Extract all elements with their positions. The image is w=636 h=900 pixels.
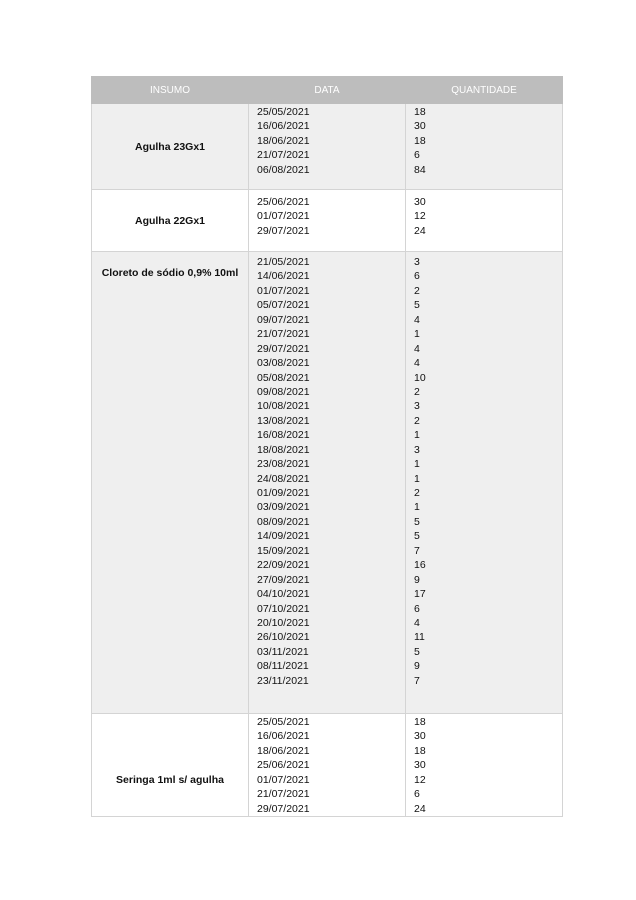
quantity-value: 7: [414, 674, 420, 687]
insumo-cell: [92, 252, 249, 714]
insumo-cell: Agulha 22Gx1: [92, 190, 249, 252]
date-value: 03/08/2021: [257, 357, 310, 370]
quantidades-cell: [406, 714, 563, 817]
datas-cell: [249, 252, 406, 714]
table-row: [92, 714, 563, 817]
quantity-value: 18: [414, 744, 426, 757]
quantity-value: 2: [414, 414, 420, 427]
quantity-value: 1: [414, 458, 420, 471]
date-value: 16/06/2021: [257, 120, 310, 133]
quantity-value: 5: [414, 515, 420, 528]
date-value: 29/07/2021: [257, 802, 310, 815]
insumo-cell: Agulha 23Gx1: [92, 104, 249, 190]
quantity-value: 2: [414, 385, 420, 398]
quantity-value: 5: [414, 299, 420, 312]
date-value: 25/06/2021: [257, 196, 310, 208]
date-value: 09/07/2021: [257, 313, 310, 326]
quantity-value: 1: [414, 501, 420, 514]
header-quantidade: QUANTIDADE: [406, 77, 563, 104]
quantity-value: 84: [414, 163, 426, 176]
date-value: 09/08/2021: [257, 385, 310, 398]
date-value: 03/09/2021: [257, 501, 310, 514]
quantity-value: 6: [414, 270, 420, 283]
insumo-cell: Seringa 1ml s/ agulha: [92, 714, 249, 817]
date-value: 21/07/2021: [257, 788, 310, 801]
date-value: 16/08/2021: [257, 429, 310, 442]
quantity-value: 7: [414, 544, 420, 557]
date-value: 08/09/2021: [257, 515, 310, 528]
quantity-value: 5: [414, 645, 420, 658]
quantity-value: 6: [414, 788, 420, 801]
quantity-value: 18: [414, 716, 426, 728]
date-value: 22/09/2021: [257, 559, 310, 572]
date-value: 21/07/2021: [257, 328, 310, 341]
date-value: 14/06/2021: [257, 270, 310, 283]
quantity-value: 16: [414, 559, 426, 572]
quantity-value: 1: [414, 472, 420, 485]
quantity-value: 24: [414, 802, 426, 815]
date-value: 21/07/2021: [257, 149, 310, 162]
date-value: 18/06/2021: [257, 134, 310, 147]
quantity-value: 4: [414, 616, 420, 629]
quantity-value: 4: [414, 357, 420, 370]
date-value: 18/06/2021: [257, 744, 310, 757]
insumo-label: Cloreto de sódio 0,9% 10ml: [101, 267, 239, 279]
table-row: [92, 104, 563, 190]
quantity-value: 18: [414, 106, 426, 118]
datas-cell: [249, 104, 406, 190]
quantity-value: 6: [414, 149, 420, 162]
table-row: [92, 252, 563, 714]
quantity-value: 9: [414, 660, 420, 673]
date-value: 25/05/2021: [257, 716, 310, 728]
date-value: 04/10/2021: [257, 588, 310, 601]
date-value: 25/06/2021: [257, 759, 310, 772]
date-value: 06/08/2021: [257, 163, 310, 176]
quantidades-cell: [406, 190, 563, 252]
quantity-value: 4: [414, 342, 420, 355]
header-data: DATA: [249, 77, 406, 104]
quantity-value: 10: [414, 371, 426, 384]
quantity-value: 17: [414, 588, 426, 601]
quantity-value: 6: [414, 602, 420, 615]
date-value: 25/05/2021: [257, 106, 310, 118]
quantity-value: 24: [414, 224, 426, 237]
date-value: 21/05/2021: [257, 256, 310, 268]
date-value: 01/09/2021: [257, 487, 310, 499]
date-value: 26/10/2021: [257, 631, 310, 644]
quantity-value: 5: [414, 530, 420, 543]
quantity-value: 30: [414, 196, 426, 208]
datas-cell: [249, 190, 406, 252]
date-value: 24/08/2021: [257, 472, 310, 485]
quantity-value: 3: [414, 443, 420, 456]
quantity-value: 12: [414, 210, 426, 223]
quantity-value: 9: [414, 573, 420, 586]
date-value: 29/07/2021: [257, 224, 310, 237]
date-value: 29/07/2021: [257, 342, 310, 355]
date-value: 18/08/2021: [257, 443, 310, 456]
date-value: 20/10/2021: [257, 616, 310, 629]
quantity-value: 1: [414, 328, 420, 341]
date-value: 14/09/2021: [257, 530, 310, 543]
date-value: 10/08/2021: [257, 400, 310, 413]
quantity-value: 30: [414, 120, 426, 133]
quantity-value: 30: [414, 730, 426, 743]
quantity-value: 3: [414, 256, 420, 268]
date-value: 15/09/2021: [257, 544, 310, 557]
date-value: 13/08/2021: [257, 414, 310, 427]
quantity-value: 11: [414, 631, 425, 644]
table-header-row: [92, 77, 563, 104]
date-value: 16/06/2021: [257, 730, 310, 743]
date-value: 27/09/2021: [257, 573, 310, 586]
date-value: 23/08/2021: [257, 458, 310, 471]
quantity-value: 3: [414, 400, 420, 413]
date-value: 01/07/2021: [257, 773, 310, 786]
date-value: 03/11/2021: [257, 645, 309, 658]
date-value: 01/07/2021: [257, 210, 310, 223]
quantity-value: 30: [414, 759, 426, 772]
quantity-value: 12: [414, 773, 426, 786]
date-value: 05/07/2021: [257, 299, 310, 312]
quantity-value: 18: [414, 134, 426, 147]
quantity-value: 1: [414, 429, 420, 442]
quantity-value: 2: [414, 487, 420, 499]
quantidades-cell: [406, 252, 563, 714]
quantity-value: 2: [414, 284, 420, 297]
date-value: 05/08/2021: [257, 371, 310, 384]
quantity-value: 4: [414, 313, 420, 326]
datas-cell: [249, 714, 406, 817]
header-insumo: INSUMO: [92, 77, 249, 104]
date-value: 01/07/2021: [257, 284, 310, 297]
date-value: 23/11/2021: [257, 674, 309, 687]
supplies-table: [91, 76, 563, 817]
date-value: 08/11/2021: [257, 660, 309, 673]
quantidades-cell: [406, 104, 563, 190]
date-value: 07/10/2021: [257, 602, 310, 615]
table-row: [92, 190, 563, 252]
